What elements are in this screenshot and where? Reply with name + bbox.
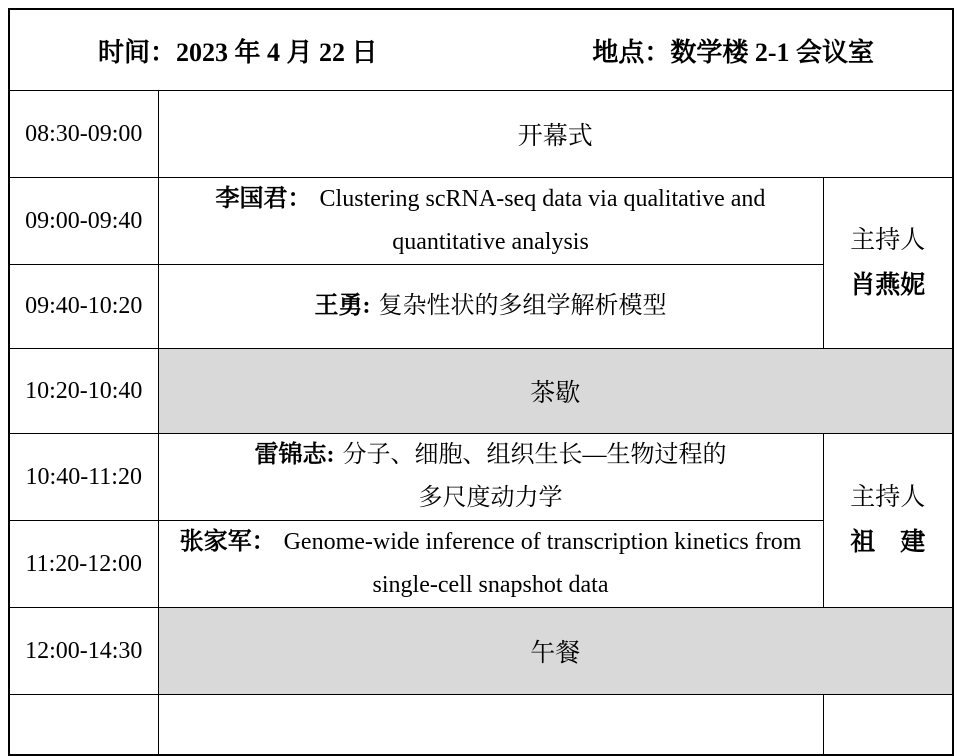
time-cell-opening: 08:30-09:00 xyxy=(9,91,158,178)
session-cell-talk1 xyxy=(158,178,823,265)
row-opening xyxy=(9,91,953,178)
row-partial xyxy=(9,695,953,755)
header-cell xyxy=(9,9,953,91)
chair-cell-partial xyxy=(823,695,953,755)
chair-cell-session2 xyxy=(823,434,953,608)
speaker-name-talk3: 雷锦志: xyxy=(254,442,335,468)
time-cell-talk2: 09:40-10:20 xyxy=(9,265,158,349)
time-cell-talk4: 11:20-12:00 xyxy=(9,521,158,608)
talk-title-talk4: Genome-wide inference of transcription kinetics from single-cell snapshot data xyxy=(283,529,802,598)
event-cell-lunch: 午餐 xyxy=(158,608,953,695)
date-label: 时间：2023 年 4 月 22 日 xyxy=(98,37,378,67)
chair-cell-session1 xyxy=(823,178,953,349)
time-cell-break: 10:20-10:40 xyxy=(9,349,158,434)
talk-title-talk3: 分子、细胞、组织生长—生物过程的多尺度动力学 xyxy=(342,442,727,511)
schedule-table xyxy=(8,8,954,756)
chair-role-session1: 主持人 xyxy=(850,226,926,254)
row-talk4 xyxy=(9,521,953,608)
time-cell-talk3: 10:40-11:20 xyxy=(9,434,158,521)
speaker-name-talk4: 张家军： xyxy=(179,529,276,555)
session-cell-talk4 xyxy=(158,521,823,608)
chair-name-session2: 祖 建 xyxy=(850,529,926,556)
row-talk2 xyxy=(9,265,953,349)
time-cell-talk1: 09:00-09:40 xyxy=(9,178,158,265)
venue-label: 地点：数学楼 2-1 会议室 xyxy=(592,37,874,67)
event-cell-opening: 开幕式 xyxy=(158,91,953,178)
row-talk1 xyxy=(9,178,953,265)
time-cell-lunch: 12:00-14:30 xyxy=(9,608,158,695)
session-cell-partial xyxy=(158,695,823,755)
speaker-name-talk2: 王勇: xyxy=(314,293,371,319)
row-break xyxy=(9,349,953,434)
event-cell-break: 茶歇 xyxy=(158,349,953,434)
talk-title-talk1: Clustering scRNA-seq data via qualitative and quantitative analysis xyxy=(319,186,766,255)
talk-title-talk2: 复杂性状的多组学解析模型 xyxy=(378,293,667,319)
chair-role-session2: 主持人 xyxy=(850,484,926,511)
session-cell-talk3 xyxy=(158,434,823,521)
chair-name-session1: 肖燕妮 xyxy=(850,271,926,299)
time-cell-partial xyxy=(9,695,158,755)
speaker-name-talk1: 李国君： xyxy=(215,186,312,212)
header-row xyxy=(9,9,953,91)
session-cell-talk2 xyxy=(158,265,823,349)
row-talk3 xyxy=(9,434,953,521)
row-lunch xyxy=(9,608,953,695)
